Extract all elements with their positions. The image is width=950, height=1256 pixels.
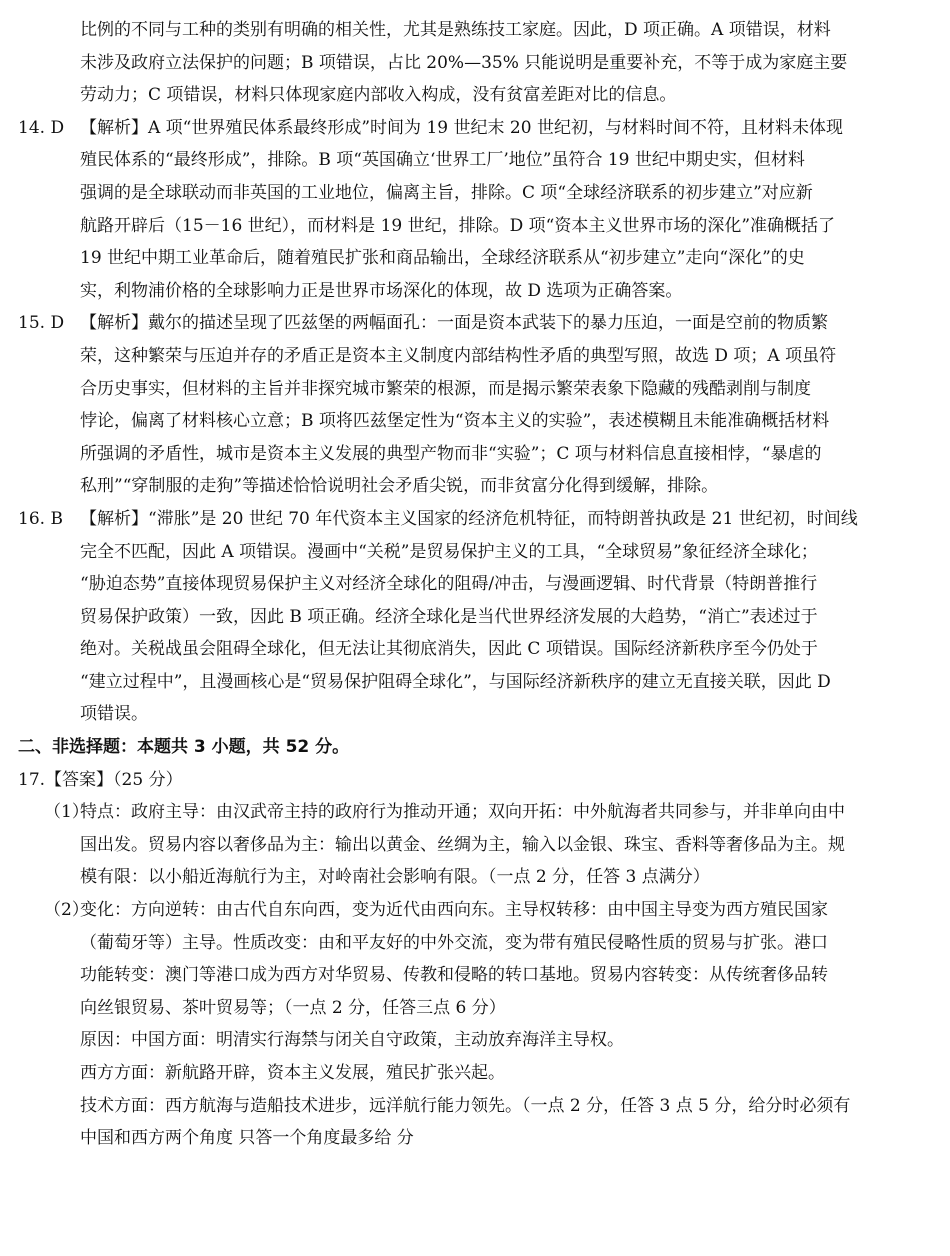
analysis-line: 19 世纪中期工业革命后，随着殖民扩张和商品输出，全球经济联系从“初步建立”走向“深化”的史 xyxy=(80,248,805,269)
answer-line: 变化：方向逆转：由古代自东向西，变为近代由西向东。主导权转移：由中国主导变为西方殖民国家 xyxy=(80,900,828,921)
analysis-line: 荣，这种繁荣与压迫并存的矛盾正是资本主义制度内部结构性矛盾的典型写照，故选 D 项；A 项虽符 xyxy=(80,345,837,366)
answer-line: 原因：中国方面：明清实行海禁与闭关自守政策，主动放弃海洋主导权。 xyxy=(80,1030,624,1051)
answer-line: 中国和西方两个角度 只答一个角度最多给 分 xyxy=(80,1128,414,1149)
question-14 xyxy=(18,112,932,308)
analysis-line: 私刑”“穿制服的走狗”等描述恰恰说明社会矛盾尖锐，而非贫富分化得到缓解，排除。 xyxy=(80,476,719,497)
answer-header: 17.【答案】（25 分） xyxy=(18,769,183,790)
answer-line: 功能转变：澳门等港口成为西方对华贸易、传教和侵略的转口基地。贸易内容转变：从传统奢侈品转 xyxy=(80,965,828,986)
analysis-line: 【解析】“滞胀”是 20 世纪 70 年代资本主义国家的经济危机特征，而特朗普执政是 21 世纪初，时间线 xyxy=(80,508,858,529)
sub-question-number: （1） xyxy=(44,802,89,823)
analysis-line: 所强调的矛盾性，城市是资本主义发展的典型产物而非“实验”；C 项与材料信息直接相悖，“暴虐的 xyxy=(80,443,822,464)
question-15 xyxy=(18,307,932,503)
intro-block xyxy=(18,14,932,112)
answer-line: 西方方面：新航路开辟，资本主义发展，殖民扩张兴起。 xyxy=(80,1063,505,1083)
intro-line: 劳动力；C 项错误，材料只体现家庭内部收入构成，没有贫富差距对比的信息。 xyxy=(80,85,677,106)
analysis-line: 航路开辟后（15－16 世纪），而材料是 19 世纪，排除。D 项“资本主义世界市场的深化”准确概括了 xyxy=(80,215,836,236)
question-number: 15. D xyxy=(18,313,65,334)
analysis-line: 项错误。 xyxy=(80,704,148,725)
intro-line: 未涉及政府立法保护的问题；B 项错误，占比 20%—35% 只能说明是重要补充，不等于成为家庭主要 xyxy=(80,52,848,73)
intro-line: 比例的不同与工种的类别有明确的相关性，尤其是熟练技工家庭。因此，D 项正确。A 项错误，材料 xyxy=(80,20,831,40)
question-16 xyxy=(18,503,932,731)
answer-line: 向丝银贸易、茶叶贸易等；（一点 2 分，任答三点 6 分） xyxy=(80,997,506,1018)
analysis-line: 【解析】戴尔的描述呈现了匹兹堡的两幅面孔：一面是资本武装下的暴力压迫，一面是空前的物质繁 xyxy=(80,313,828,334)
section-heading: 二、非选择题：本题共 3 小题，共 52 分。 xyxy=(18,737,350,758)
question-number: 14. D xyxy=(18,117,65,138)
analysis-line: 贸易保护政策）一致，因此 B 项正确。经济全球化是当代世界经济发展的大趋势，“消亡”表述过于 xyxy=(80,606,818,627)
answer-line: 技术方面：西方航海与造船技术进步，远洋航行能力领先。（一点 2 分，任答 3 点 5 分，给分时必须有 xyxy=(80,1095,851,1116)
sub-question-number: （2） xyxy=(44,900,89,921)
analysis-line: “建立过程中”，且漫画核心是“贸易保护阻碍全球化”，与国际经济新秩序的建立无直接关联，因此 D xyxy=(80,671,831,692)
analysis-line: 殖民体系的“最终形成”，排除。B 项“英国确立‘世界工厂’地位”虽符合 19 世纪中期史实，但材料 xyxy=(80,150,805,171)
analysis-line: 悖论，偏离了材料核心立意；B 项将匹兹堡定性为“资本主义的实验”，表述模糊且未能准确概括材料 xyxy=(80,411,830,432)
answer-line: （葡萄牙等）主导。性质改变：由和平友好的中外交流，变为带有殖民侵略性质的贸易与扩张。港口 xyxy=(80,932,828,953)
answer-line: 模有限：以小船近海航行为主，对岭南社会影响有限。（一点 2 分，任答 3 点满分） xyxy=(80,867,710,888)
analysis-line: 强调的是全球联动而非英国的工业地位，偏离主旨，排除。C 项“全球经济联系的初步建立”对应新 xyxy=(80,182,813,203)
analysis-line: 【解析】A 项“世界殖民体系最终形成”时间为 19 世纪末 20 世纪初，与材料时间不符，且材料未体现 xyxy=(80,117,843,138)
analysis-line: 实，利物浦价格的全球影响力正是世界市场深化的体现，故 D 选项为正确答案。 xyxy=(80,280,683,301)
analysis-line: 完全不匹配，因此 A 项错误。漫画中“关税”是贸易保护主义的工具，“全球贸易”象征经济全球化； xyxy=(80,541,818,562)
answer-line: 特点：政府主导：由汉武帝主持的政府行为推动开通；双向开拓：中外航海者共同参与，并非单向由中 xyxy=(80,802,845,823)
analysis-line: 绝对。关税战虽会阻碍全球化，但无法让其彻底消失，因此 C 项错误。国际经济新秩序至今仍处于 xyxy=(80,639,818,660)
answer-line: 国出发。贸易内容以奢侈品为主：输出以黄金、丝绸为主，输入以金银、珠宝、香料等奢侈品为主。规 xyxy=(80,834,845,855)
analysis-line: “胁迫态势”直接体现贸易保护主义对经济全球化的阻碍/冲击，与漫画逻辑、时代背景（特朗普推行 xyxy=(80,574,818,595)
question-number: 16. B xyxy=(18,508,63,529)
question-17 xyxy=(18,764,932,1155)
analysis-line: 合历史事实，但材料的主旨并非探究城市繁荣的根源，而是揭示繁荣表象下隐藏的残酷剥削与制度 xyxy=(80,378,811,399)
